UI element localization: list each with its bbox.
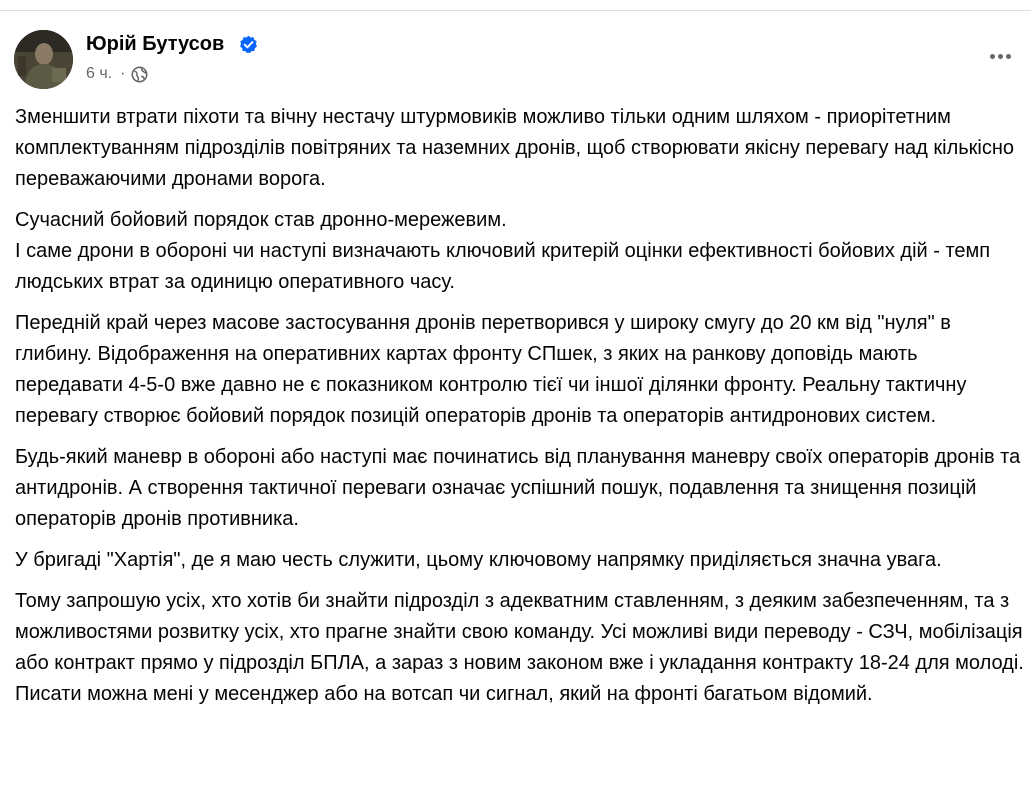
globe-icon xyxy=(131,66,148,83)
post-paragraph: Зменшити втрати піхоти та вічну нестачу штурмовиків можливо тільки одним шляхом - приорітетним комплектуванням підрозділів повітряних та наземних дронів, щоб створювати якісну перевагу над кількісно переважаючими дронами ворога. xyxy=(15,106,1015,190)
author-name[interactable]: Юрій Бутусов xyxy=(86,33,225,55)
post-paragraph: У бригаді "Хартія", де я маю честь служити, цьому ключовому напрямку приділяється значна увага. xyxy=(15,549,942,571)
post-paragraph: Сучасний бойовий порядок став дронно-мережевим. І саме дрони в обороні чи наступі визначають ключовий критерій оцінки ефективності бойових дій - темп людських втрат за одиницю оперативного часу. xyxy=(15,209,991,293)
post-time[interactable]: 6 ч. xyxy=(86,65,113,82)
top-divider xyxy=(0,10,1031,11)
post-paragraph: Будь-який маневр в обороні або наступі має починатись від планування маневру своїх операторів дронів та антидронів. А створення тактичної переваги означає успішний пошук, подавлення та знищення позицій операторів дронів противника. xyxy=(15,446,1021,530)
meta-separator: · xyxy=(120,65,126,82)
more-options-button[interactable] xyxy=(980,40,1020,72)
avatar[interactable] xyxy=(14,30,73,89)
post-paragraph: Тому запрошую усіх, хто хотів би знайти підрозділ з адекватним ставленням, з деяким забезпеченням, та з можливостями розвитку усіх, хто прагне знайти свою команду. Усі можливі види переводу - СЗЧ, мобілізація або контракт прямо у підрозділ БПЛА, а зараз з новим законом вже і укладання контракту 18-24 для молоді. Писати можна мені у месенджер або на вотсап чи сигнал, який на фронті багатьом відомий. xyxy=(15,590,1024,705)
post-text xyxy=(15,102,1027,720)
post-paragraph: Передній край через масове застосування дронів перетворився у широку смугу до 20 км від "нуля" в глибину. Відображення на оперативних картах фронту СПшек, з яких на ранкову доповідь мають передавати 4-5-0 вже давно не є показником контролю тієї чи іншої ділянки фронту. Реальну тактичну перевагу створює бойовий порядок позицій операторів дронів та операторів антидронових систем. xyxy=(15,312,967,427)
verified-badge-icon xyxy=(239,35,258,54)
post-meta xyxy=(86,64,148,84)
more-horizontal-icon xyxy=(990,54,995,59)
